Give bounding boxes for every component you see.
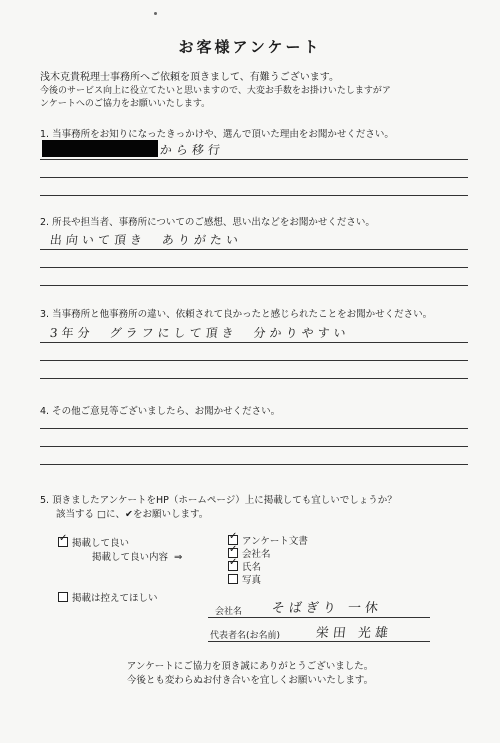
representative-value: 栄田 光雄 [315,626,393,641]
option-publish-no[interactable] [58,590,158,604]
representative-label: 代表者名(お名前) [210,631,281,641]
question-5-label: 5. 頂きましたアンケートをHP（ホームページ）上に掲載しても宜しいでしょうか？ [40,495,397,506]
closing-line-2: 今後とも変わらぬお付き合いを宜しくお願いいたします。 [126,675,374,686]
scan-speck [154,12,157,15]
question-2-answer: 出向いて頂き ありがたい [49,233,243,247]
answer-line [40,464,468,465]
option-publish-ok-label: 掲載して良い [72,538,130,549]
right-arrow-icon: ⇒ [174,552,183,563]
checkbox-publish-no[interactable] [58,592,68,602]
option-publish-content [92,549,182,563]
answer-line [40,342,468,343]
representative-line [208,641,430,642]
intro-line-3: ンケートへのご協力をお願いいたします。 [40,99,211,109]
company-line [208,617,430,618]
closing-line-1: アンケートにご協力を頂き誠にありがとうございました。 [126,661,374,672]
question-5 [40,494,397,522]
checkbox-photo[interactable] [228,574,238,584]
intro-text [40,70,480,111]
intro-line-1: 浅木克貴税理士事務所へご依頼を頂きまして、有難うございます。 [40,72,339,83]
question-3-label: 3. 当事務所と他事務所の違い、依頼されて良かったと感じられたことをお聞かせください。 [40,309,433,320]
question-3-answer: 3年分 グラフにして頂き 分かりやすい [49,326,351,340]
question-2-label: 2. 所長や担当者、事務所についてのご感想、思い出などをお聞かせください。 [40,217,375,228]
answer-line [40,249,468,250]
answer-line [40,267,468,268]
answer-line [40,446,468,447]
redaction-bar [42,140,158,157]
option-publish-content-label: 掲載して良い内容 [92,552,169,563]
checkbox-name[interactable] [228,561,238,571]
question-1-label: 1. 当事務所をお知りになったきっかけや、選んで頂いた理由をお聞かせください。 [40,129,394,140]
option-publish-ok[interactable] [58,535,129,549]
answer-line [40,285,468,286]
page-title: お客様アンケート [178,38,322,56]
answer-line [40,360,468,361]
publish-item-name[interactable]: ✓氏名 [228,561,308,574]
answer-line [40,159,468,160]
answer-line [40,428,468,429]
company-label: 会社名 [215,607,243,617]
publish-item-photo[interactable]: 写真 [228,574,308,587]
publish-item-company[interactable]: ✓会社名 [228,548,308,561]
publish-item-survey[interactable]: ✓アンケート文書 [228,535,308,548]
company-value: そばぎり 一休 [271,601,383,616]
answer-line [40,378,468,379]
publish-items-list [228,535,308,587]
option-publish-no-label: 掲載は控えてほしい [72,593,158,604]
question-4-label: 4. その他ご意見等ございましたら、お聞かせください。 [40,406,281,417]
question-5-instruction: 該当する □に、✔をお願いします。 [56,509,209,520]
answer-line [40,195,468,196]
intro-line-2: 今後のサービス向上に役立てたいと思いますので、大変お手数をお掛けいたしますがア [40,86,391,96]
question-1-answer: から移行 [159,143,225,157]
answer-line [40,177,468,178]
checkbox-publish-ok[interactable] [58,537,68,547]
closing-text [0,660,500,688]
